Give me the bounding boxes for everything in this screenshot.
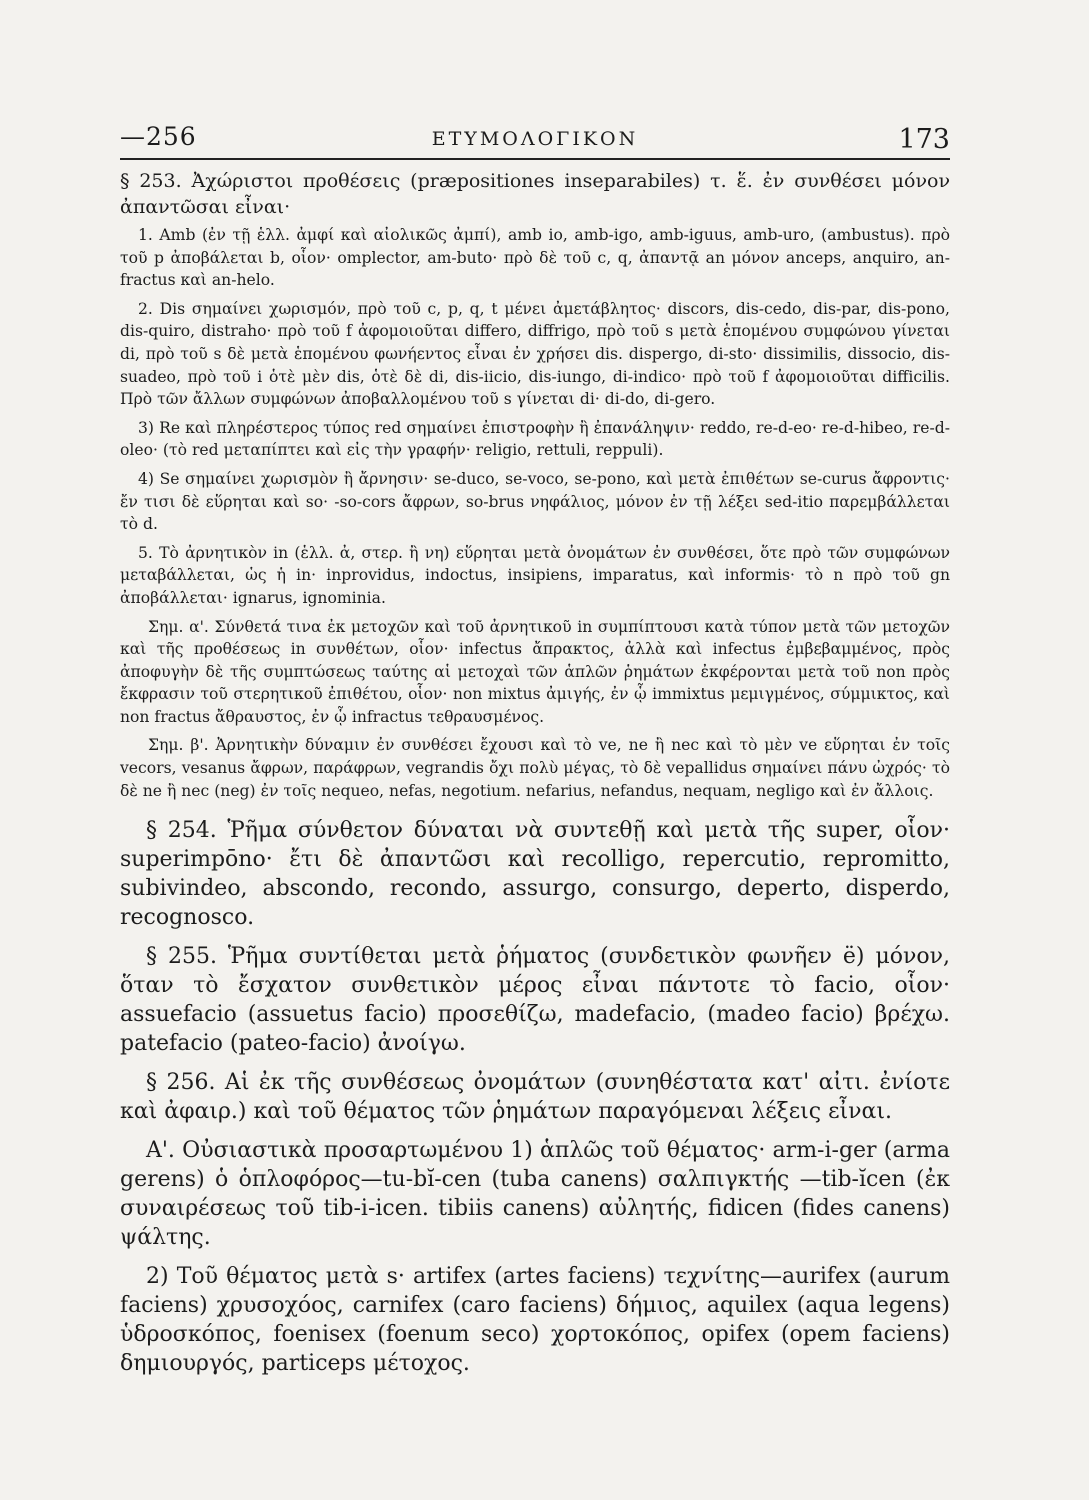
page-number: 173 [898,124,950,155]
header-title: ΕΤΥΜΟΛΟΓΙΚΟΝ [431,128,639,150]
paragraph-nouns-2: 2) Τοῦ θέματος μετὰ s· artifex (artes faciens) τεχνίτης—aurifex (aurum faciens) χρυσοχόος, carnifex (caro faciens) δήμιος, aquilex (aqua legens) ὑδροσκόπος, foenisex (foenum seco) χορτοκόπος, opifex (opem faciens) δημιουργός, particeps μέτοχος. [120,1264,950,1377]
note-beta: Σημ. β'. Ἀρνητικὴν δύναμιν ἐν συνθέσει ἔχουσι καὶ τὸ ve, ne ἢ nec καὶ τὸ μὲν ve εὕρηται ἐν τοῖς vecors, vesanus ἄφρων, παράφρων, vegrandis ὄχι πολὺ μέγας, τὸ δὲ vepallidus σημαίνει πάνυ ὠχρός· τὸ δὲ ne ἢ nec (neg) ἐν τοῖς nequeo, nefas, negotium. nefarius, nefandus, nequam, negligo καὶ ἐν ἄλλοις. [120,736,950,800]
paragraph-amb: 1. Amb (ἐν τῇ ἑλλ. ἀμφί καὶ αἰολικῶς ἀμπί), amb io, amb-igo, amb-iguus, amb-uro, (ambustus). πρὸ τοῦ p ἀποβάλεται b, οἷον· omplector, am-buto· πρὸ δὲ τοῦ c, q, ἀπαντᾷ an μόνον anceps, anquiro, an-fractus καὶ an-helo. [120,226,950,290]
paragraph-in: 5. Τὸ ἀρνητικὸν in (ἑλλ. ἀ, στερ. ἢ νη) εὕρηται μετὰ ὀνομάτων ἐν συνθέσει, ὅτε πρὸ τῶν συμφώνων μεταβάλλεται, ὡς ἡ in· inprovidus, indoctus, insipiens, imparatus, καὶ informis· τὸ n πρὸ τοῦ gn ἀποβάλλεται· ignarus, ignominia. [120,543,950,607]
section-253-block [120,168,950,802]
section-256: § 256. Αἱ ἐκ τῆς συνθέσεως ὀνομάτων (συνηθέστατα κατ' αἰτι. ἐνίοτε καὶ ἀφαιρ.) καὶ τοῦ θέματος τῶν ῥημάτων παραγόμεναι λέξεις εἶναι. [120,1070,950,1125]
paragraph-se: 4) Se σημαίνει χωρισμὸν ἢ ἄρνησιν· se-duco, se-voco, se-pono, καὶ μετὰ ἐπιθέτων se-curus ἄφροντις· ἔν τισι δὲ εὕρηται καὶ so· -so-cors ἄφρων, so-brus νηφάλιος, μόνον ἐν τῇ λέξει sed-itio παρεμβάλλεται τὸ d. [120,469,950,534]
paragraph-re: 3) Re καὶ πληρέστερος τύπος red σημαίνει ἐπιστροφὴν ἢ ἐπανάληψιν· reddo, re-d-eo· re-d-hibeo, re-d-oleo· (τὸ red μεταπίπτει καὶ εἰς τὴν γραφήν· religio, rettuli, reppuli). [120,418,950,460]
note-alpha: Σημ. α'. Σύνθετά τινα ἐκ μετοχῶν καὶ τοῦ ἀρνητικοῦ in συμπίπτουσι κατὰ τύπον μετὰ τῶν μετοχῶν καὶ τῆς προθέσεως in συνθέτων, οἷον· infectus ἄπρακτος, ἀλλὰ καὶ infectus ἐμβεβαμμένος, πρὸς ἀποφυγὴν δὲ τῆς συμπτώσεως ταύτης αἱ μετοχαὶ τῶν ἁπλῶν ῥημάτων ἐκφέρονται μετὰ τοῦ non πρὸς ἔκφρασιν τοῦ στερητικοῦ ἐπιθέτου, οἷον· non mixtus ἀμιγής, ἐν ᾧ immixtus μεμιγμένος, σύμμικτος, καὶ non fractus ἄθραυστος, ἐν ᾧ infractus τεθραυσμένος. [120,617,950,726]
section-254: § 254. Ῥῆμα σύνθετον δύναται νὰ συντεθῇ καὶ μετὰ τῆς super, οἷον· superimpōno· ἔτι δὲ ἀπαντῶσι καὶ recolligo, repercutio, repromitto, subivindeo, abscondo, recondo, assurgo, consurgo, deperto, disperdo, recognosco. [120,818,950,931]
paragraph-nouns-1: Α'. Οὐσιαστικὰ προσαρτωμένου 1) ἁπλῶς τοῦ θέματος· arm-i-ger (arma gerens) ὁ ὁπλοφόρος—tu-bĭ-cen (tuba canens) σαλπιγκτής —tib-ĭcen (ἐκ συναιρέσεως τοῦ tib-i-icen. tibiis canens) αὐλητής, fidicen (fides canens) ψάλτης. [120,1138,951,1251]
page-body [120,168,950,1388]
large-text-block [120,816,950,1378]
paragraph-dis: 2. Dis σημαίνει χωρισμόν, πρὸ τοῦ c, p, q, t μένει ἀμετάβλητος· discors, dis-cedo, dis-par, dis-pono, dis-quiro, distraho· πρὸ τοῦ f ἀφομοιοῦται differo, diffrigo, πρὸ τοῦ s μετὰ ἑπομένου συμφώνου γίνεται di, πρὸ τοῦ s δὲ μετὰ ἑπομένου φωνήεντος εἶναι ἐν χρήσει dis. dispergo, di-sto· dissimilis, dissocio, dis-suadeo, πρὸ τοῦ i ὁτὲ μὲν dis, ὁτὲ δὲ di, dis-iicio, dis-iungo, di-indico· πρὸ τοῦ f ἀφομοιοῦται difficilis. Πρὸ τῶν ἄλλων συμφώνων ἀποβαλλομένου τοῦ s γίνεται di· di-do, di-gero. [120,299,950,409]
section-255: § 255. Ῥῆμα συντίθεται μετὰ ῥήματος (συνδετικὸν φωνῆεν ë) μόνον, ὅταν τὸ ἔσχατον συνθετικὸν μέρος εἶναι πάντοτε τὸ facio, οἷον· assuefacio (assuetus facio) προσεθίζω, madefacio, (madeo facio) βρέχω. patefacio (pateo-facio) ἀνοίγω. [120,944,950,1057]
section-253-heading: § 253. Ἀχώριστοι προθέσεις (præpositiones inseparabiles) τ. ἕ. ἐν συνθέσει μόνον ἀπαντῶσαι εἶναι· [120,170,950,218]
header-section-number: —256 [120,122,197,151]
running-header [120,118,950,160]
